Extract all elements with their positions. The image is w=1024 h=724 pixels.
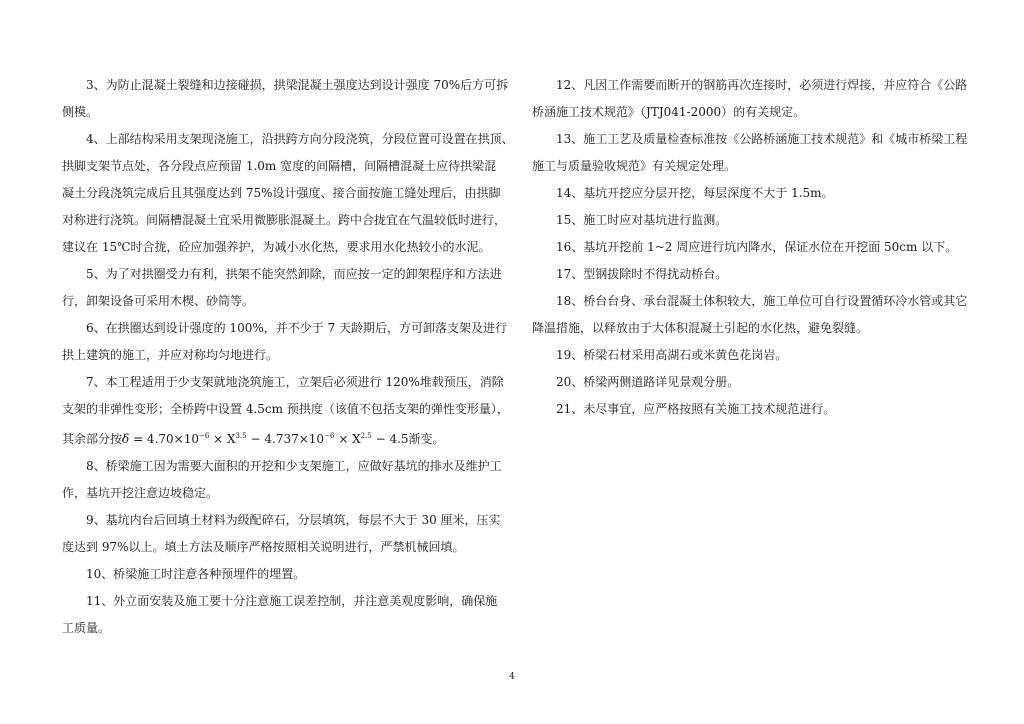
paragraph-15: 15、施工时应对基坑进行监测。	[556, 213, 728, 227]
paragraph-18: 18、桥台台身、承台混凝土体积较大，施工单位可自行设置循环冷水管或其它 降温措施，以释放由于大体积混凝土引起的水化热，避免裂缝。	[532, 294, 968, 335]
paragraph-20: 20、桥梁两侧道路详见景观分册。	[556, 375, 740, 389]
paragraph-3: 3、为防止混凝土裂缝和边接碰损，拱梁混凝土强度达到设计强度 70%后方可拆 侧模。	[62, 78, 509, 119]
paragraph-8: 8、桥梁施工因为需要大面积的开挖和少支架施工，应做好基坑的排水及维护工 作，基坑开挖注意边坡稳定。	[62, 459, 502, 500]
paragraph-12: 12、凡因工作需要而断开的钢筋再次连接时，必须进行焊接，并应符合《公路 桥涵施工技术规范》（JTJ041-2000）的有关规定。	[532, 78, 968, 119]
paragraph-21: 21、未尽事宜，应严格按照有关施工技术规范进行。	[556, 402, 836, 416]
page-number: 4	[509, 672, 515, 682]
paragraph-5: 5、为了对拱圈受力有利，拱架不能突然卸除，而应按一定的卸架程序和方法进 行，卸架设备可采用木楔、砂筒等。	[62, 267, 502, 308]
paragraph-19: 19、桥梁石材采用高湖石或米黄色花岗岩。	[556, 348, 788, 362]
right-column	[532, 72, 968, 423]
paragraph-11: 11、外立面安装及施工要十分注意施工误差控制，并注意美观度影响，确保施 工质量。	[62, 594, 498, 635]
paragraph-10: 10、桥梁施工时注意各种预埋件的埋置。	[86, 567, 306, 581]
paragraph-4: 4、上部结构采用支架现浇施工，沿拱跨方向分段浇筑，分段位置可设置在拱顶、 拱脚支架节点处，各分段点应预留 1.0m 宽度的间隔槽，间隔槽混凝土应待拱梁混 凝土分段浇筑完成后且其强度达到 75%设计强度、接合面按施工缝处理后，由拱脚 对称进行浇筑。间隔槽混凝土宜采用微膨胀混凝土。跨中合拢宜在气温较低时进行， 建议在 15℃时合拢，砼应加强养护，为减小水化热，要求用水化热较小的水泥。	[62, 132, 514, 254]
paragraph-9: 9、基坑内台后回填土材料为级配碎石，分层填筑，每层不大于 30 厘米，压实 度达到 97%以上。填土方法及顺序严格按照相关说明进行，严禁机械回填。	[62, 513, 501, 554]
camber-formula: 其余部分按$\delta = 4.70\times 10^{-6} \times X^{3.5} - 4.737\times 10^{-6} \times X^{2.5} - 4.5$渐变。	[62, 432, 445, 446]
paragraph-13: 13、施工工艺及质量检查标准按《公路桥涵施工技术规范》和《城市桥梁工程 施工与质量验收规范》有关规定处理。	[532, 132, 968, 173]
paragraph-16: 16、基坑开挖前 1~2 周应进行坑内降水，保证水位在开挖面 50cm 以下。	[556, 240, 958, 254]
left-column	[62, 72, 514, 642]
paragraph-14: 14、基坑开挖应分层开挖，每层深度不大于 1.5m。	[556, 186, 834, 200]
paragraph-17: 17、型钢拔除时不得扰动桥台。	[556, 267, 728, 281]
paragraph-6: 6、在拱圈达到设计强度的 100%，并不少于 7 天龄期后，方可卸落支架及进行 拱上建筑的施工，并应对称均匀地进行。	[62, 321, 508, 362]
paragraph-7: 7、本工程适用于少支架就地浇筑施工，立架后必须进行 120%堆载预压，消除 支架的非弹性变形；全桥跨中设置 4.5cm 预拱度（该值不包括支架的弹性变形量）， 其余部分按$\delta = 4.70\times 10^{-6} \times X^{3.5} - 4.737\times 10^{-6} \times X^{2.5} - 4.5$渐变。	[62, 369, 494, 453]
